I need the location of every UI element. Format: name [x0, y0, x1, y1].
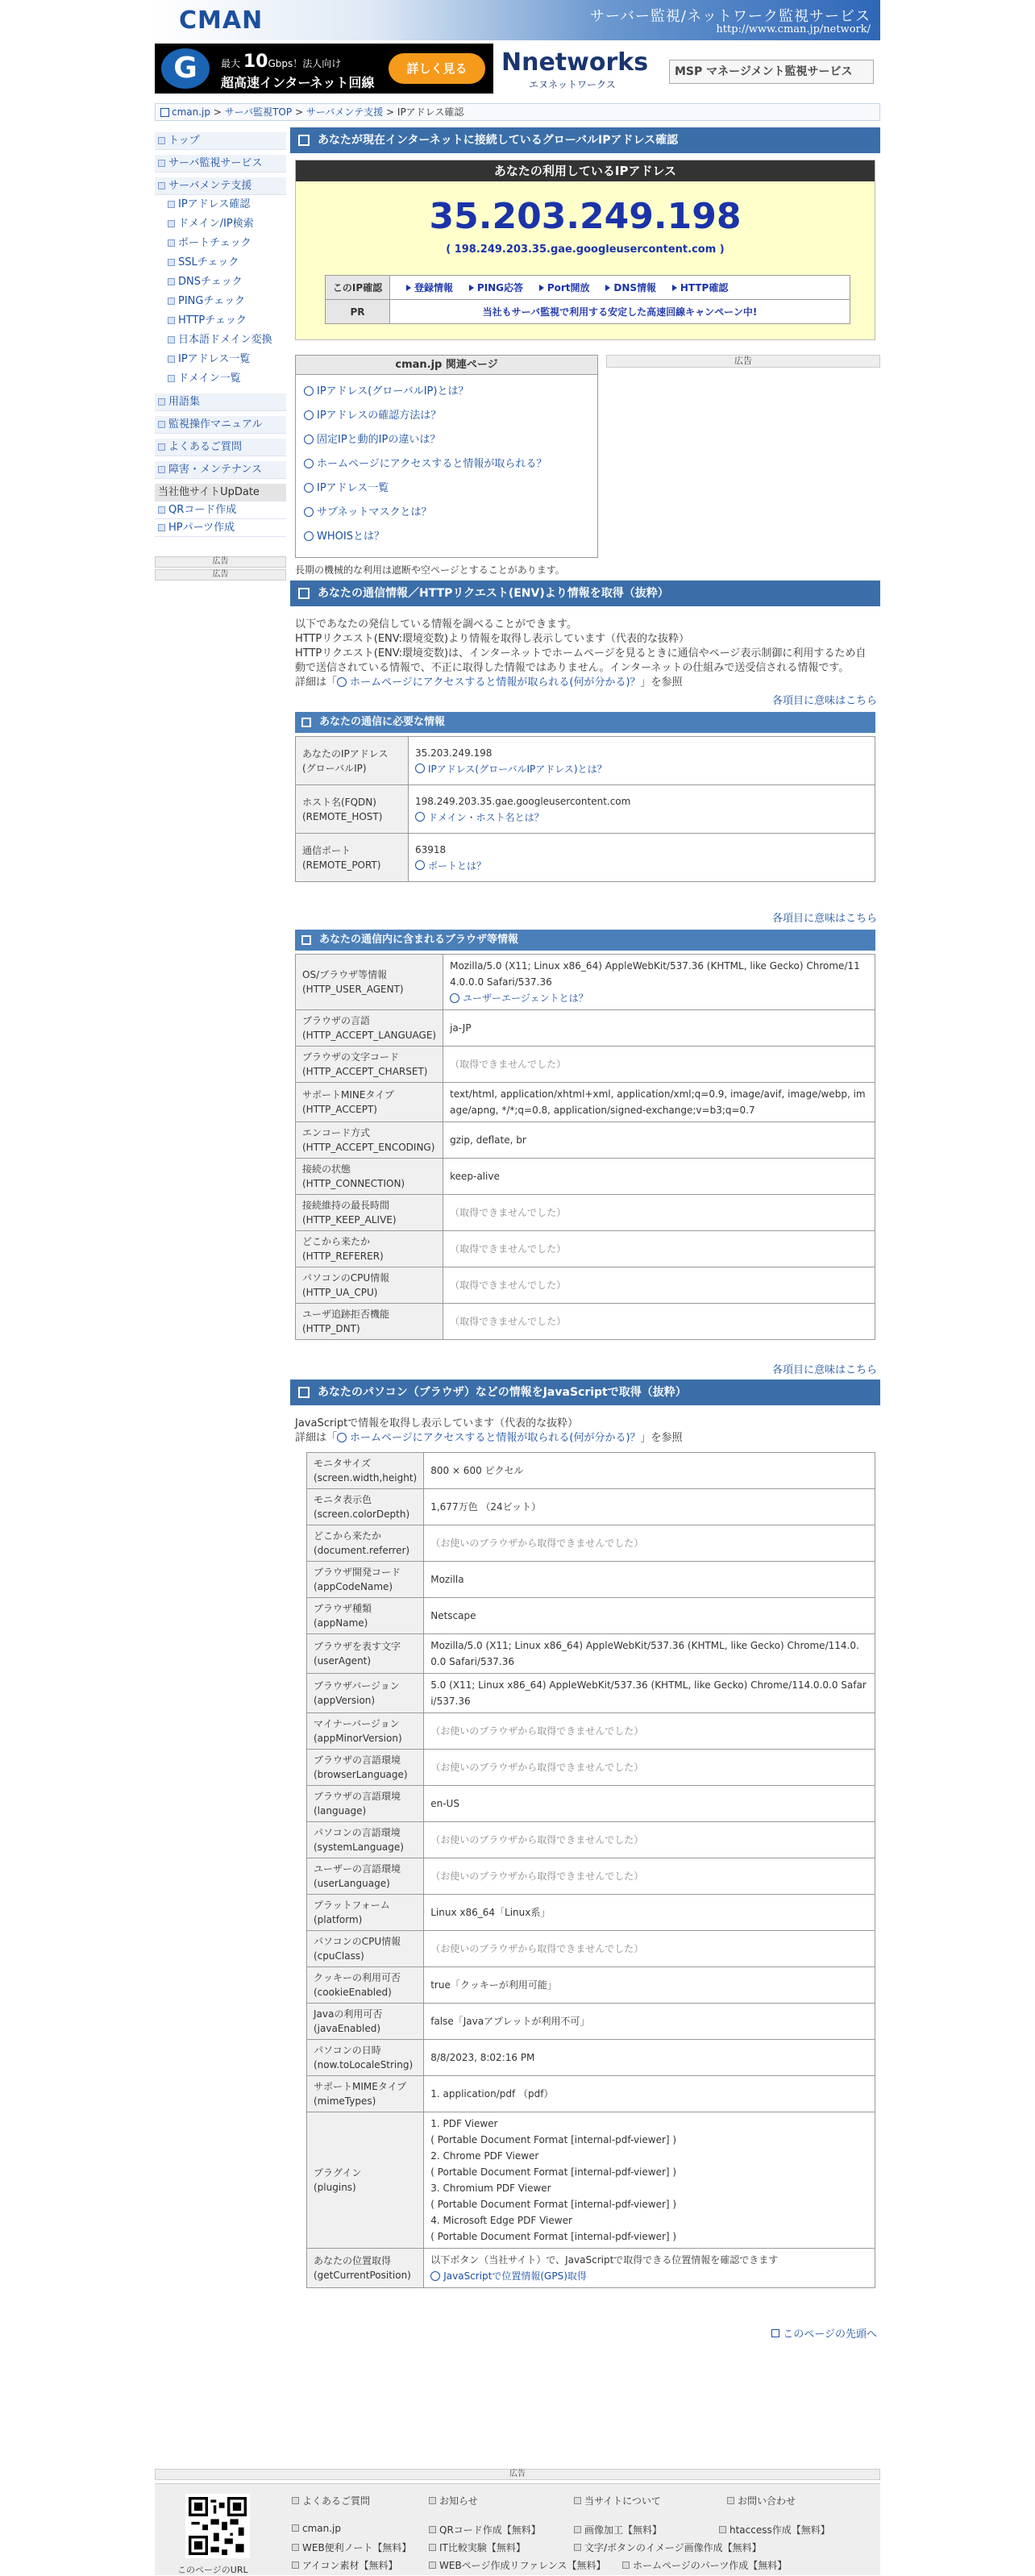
row-label: ブラウザ種類 (appName) [307, 1598, 424, 1634]
row-label: ブラウザの文字コード (HTTP_ACCEPT_CHARSET) [296, 1047, 443, 1083]
table-row [307, 1858, 875, 1895]
row-value-cell [443, 1267, 875, 1304]
footer-link[interactable]: QRコード作成【無料】 [429, 2523, 541, 2536]
row-value: （取得できませんでした） [450, 1280, 567, 1291]
square-icon [158, 443, 165, 451]
row-value: Mozilla/5.0 (X11; Linux x86_64) AppleWebKit/537.36 (KHTML, like Gecko) Chrome/114.0.0.0 Safari/537.36 [430, 1640, 859, 1667]
row-value: （お使いのブラウザから取得できませんでした） [430, 1943, 644, 1954]
link-port[interactable]: Port開放 [539, 282, 590, 293]
ip-address: 35.203.249.198 [429, 196, 742, 237]
footer-link[interactable]: htaccess作成【無料】 [719, 2523, 830, 2536]
sidebar-sub-domainlist[interactable]: ドメイン一覧 [155, 369, 286, 389]
row-value-cell [409, 737, 875, 785]
row-value: （お使いのブラウザから取得できませんでした） [430, 1762, 644, 1773]
row-value: （お使いのブラウザから取得できませんでした） [430, 1871, 644, 1882]
footer-link[interactable]: 文字/ボタンのイメージ画像作成【無料】 [574, 2541, 762, 2554]
table-row [307, 1713, 875, 1750]
header-url: http://www.cman.jp/network/ [716, 23, 871, 35]
section-icon [301, 935, 311, 945]
row-label: ブラウザを表す文字 (userAgent) [307, 1634, 424, 1674]
row-value: （お使いのブラウザから取得できませんでした） [430, 1538, 644, 1549]
link-circle-icon [450, 993, 459, 1003]
row-value-cell [409, 834, 875, 882]
square-icon [158, 421, 165, 428]
site-header [155, 0, 880, 40]
sidebar-ad-2: 広告 [155, 569, 286, 581]
square-icon [719, 2526, 726, 2533]
row-value: true「クッキーが利用可能」 [430, 1979, 557, 1991]
nnetworks-sub: エヌネットワークス [529, 79, 616, 90]
table-row [307, 2040, 875, 2076]
square-icon [158, 466, 165, 473]
table-row [296, 1304, 875, 1340]
row-value-cell [424, 1895, 875, 1931]
row-value: ja-JP [450, 1022, 472, 1034]
sidebar-item-qr[interactable]: QRコード作成 [155, 501, 286, 519]
usage-note: 長期の機械的な利用は遮断や空ページとすることがあります。 [295, 564, 565, 576]
related-link[interactable]: 固定IPと動的IPの違いは？ [296, 428, 597, 452]
row-value-cell [424, 1634, 875, 1674]
table-row [307, 1931, 875, 1967]
row-value-cell [424, 1562, 875, 1598]
table-row [307, 2004, 875, 2040]
table-row [307, 1822, 875, 1858]
square-icon [168, 375, 175, 382]
row-help-link[interactable]: ユーザーエージェントとは？ [450, 990, 868, 1006]
row-value: 1. application/pdf （pdf） [430, 2088, 554, 2100]
table-row [296, 785, 875, 834]
section-env-heading: あなたの通信情報／HTTPリクエスト(ENV)より情報を取得（抜粋） [290, 581, 880, 606]
square-icon [292, 2524, 299, 2532]
sidebar [155, 127, 286, 581]
ip-box [295, 160, 875, 340]
row-label: マイナーバージョン (appMinorVersion) [307, 1713, 424, 1750]
sidebar-sub-ping[interactable]: PINGチェック [155, 292, 286, 311]
row-label: ブラウザの言語環境 (browserLanguage) [307, 1750, 424, 1786]
row-value: 63918 [415, 843, 447, 855]
sidebar-sub-ip[interactable]: IPアドレス確認 [155, 195, 286, 214]
nnetworks-banner[interactable] [501, 44, 663, 94]
table-row [296, 955, 875, 1010]
row-value-cell [443, 1231, 875, 1267]
square-icon [168, 259, 175, 266]
table-row [296, 1010, 875, 1047]
square-icon [158, 506, 165, 514]
row-value-cell [424, 1525, 875, 1562]
square-icon [168, 356, 175, 363]
link-circle-icon [415, 764, 425, 773]
page [155, 0, 880, 2575]
square-icon [158, 398, 165, 406]
table-row [296, 1159, 875, 1195]
row-label: パソコンのCPU情報 (cpuClass) [307, 1931, 424, 1967]
js-intro: JavaScriptで情報を取得し表示しています（代表的な抜粋） 詳細は「 ホームページにアクセスすると情報が取られる(何が分かる)？」を参照 [295, 1417, 683, 1444]
row-value-cell [424, 1598, 875, 1634]
row-label: どこから来たか (HTTP_REFERER) [296, 1231, 443, 1267]
sidebar-sub-ssl[interactable]: SSLチェック [155, 253, 286, 273]
row-value-cell [424, 1786, 875, 1822]
table-row [296, 834, 875, 882]
access-info-link[interactable]: ホームページにアクセスすると情報が取られる(何が分かる)？ [350, 1432, 641, 1444]
link-circle-icon [415, 812, 425, 822]
table-row [296, 1267, 875, 1304]
home-icon [160, 108, 169, 117]
square-icon [429, 2497, 436, 2504]
banner-logo-icon: G [161, 48, 210, 89]
broadband-banner[interactable] [155, 44, 493, 94]
row-label: ブラウザの言語 (HTTP_ACCEPT_LANGUAGE) [296, 1010, 443, 1047]
row-value: （取得できませんでした） [450, 1207, 567, 1218]
square-icon [292, 2544, 299, 2551]
row-value-cell [424, 1453, 875, 1489]
table-row [307, 1562, 875, 1598]
row-value: Linux x86_64「Linux系」 [430, 1907, 551, 1918]
footer-link[interactable]: WEB便利ノート【無料】 [292, 2541, 411, 2554]
footer-link[interactable]: 画像加工【無料】 [574, 2523, 662, 2536]
banner-line2: 超高速インターネット回線 [221, 75, 375, 90]
header-title: サーバー監視/ネットワーク監視サービス [589, 8, 871, 25]
row-label: クッキーの利用可否 (cookieEnabled) [307, 1967, 424, 2004]
ad-label: 広告 [606, 355, 880, 368]
row-label: どこから来たか (document.referrer) [307, 1525, 424, 1562]
section-ip-heading: あなたが現在インターネットに接続しているグローバルIPアドレス確認 [290, 127, 880, 153]
row-value: （取得できませんでした） [450, 1316, 567, 1327]
row-value-cell [424, 1967, 875, 2004]
link-http[interactable]: HTTP確認 [672, 282, 729, 293]
square-icon [574, 2526, 581, 2533]
link-circle-icon [304, 459, 314, 468]
related-link[interactable]: IPアドレスの確認方法は？ [296, 404, 597, 428]
table-row [296, 1195, 875, 1231]
pr-link[interactable]: 当社もサーバ監視で利用する安定した高速回線キャンペーン中! [390, 300, 850, 324]
related-pages [295, 355, 598, 558]
table-row [296, 1047, 875, 1083]
ip-hostname: ( 198.249.203.35.gae.googleusercontent.com ) [446, 243, 725, 256]
sidebar-sub-iplist[interactable]: IPアドレス一覧 [155, 350, 286, 369]
row-value: Mozilla/5.0 (X11; Linux x86_64) AppleWebKit/537.36 (KHTML, like Gecko) Chrome/114.0.0.0 Safari/537.36 [450, 960, 860, 988]
row-label: サポートMIMEタイプ (mimeTypes) [307, 2076, 424, 2112]
row-value: Netscape [430, 1610, 476, 1621]
row-value: （お使いのブラウザから取得できませんでした） [430, 1725, 644, 1737]
meaning-link[interactable]: 各項目に意味はこちら [771, 695, 877, 707]
link-circle-icon [430, 2271, 440, 2281]
square-icon [158, 160, 165, 167]
row-label: モニタサイズ (screen.width,height) [307, 1453, 424, 1489]
row-value: 198.249.203.35.gae.googleusercontent.com [415, 795, 631, 807]
row-label: あなたのIPアドレス (グローバルIP) [296, 737, 409, 785]
row-value-cell [424, 1931, 875, 1967]
row-value-cell [443, 1010, 875, 1047]
section-icon [298, 1387, 310, 1398]
link-circle-icon [415, 860, 425, 870]
banner-line1: 最大 10Gbps！法人向け [221, 52, 342, 72]
row-help-link[interactable]: IPアドレス(グローバルIPアドレス)とは？ [415, 761, 868, 777]
table-row [307, 1750, 875, 1786]
footer-ad: 広告 [155, 2469, 880, 2480]
row-value: keep-alive [450, 1171, 500, 1182]
row-label: 通信ポート (REMOTE_PORT) [296, 834, 409, 882]
section-js-heading: あなたのパソコン（ブラウザ）などの情報をJavaScriptで取得（抜粋） [290, 1380, 880, 1405]
square-icon [168, 298, 175, 305]
row-help-link[interactable]: ポートとは？ [415, 858, 868, 874]
row-value-cell [443, 955, 875, 1010]
row-label: パソコンの言語環境 (systemLanguage) [307, 1822, 424, 1858]
row-label: パソコンのCPU情報 (HTTP_UA_CPU) [296, 1267, 443, 1304]
row-value-cell [424, 2112, 875, 2249]
table-row [307, 1967, 875, 2004]
row-label: OS/ブラウザ等情報 (HTTP_USER_AGENT) [296, 955, 443, 1010]
sidebar-other-heading: 当社他サイトUpDate [155, 484, 286, 501]
access-info-link[interactable]: ホームページにアクセスすると情報が取られる(何が分かる)？ [350, 676, 641, 689]
related-link[interactable]: IPアドレス一覧 [296, 476, 597, 501]
table-row [307, 2249, 875, 2288]
row-value: （取得できませんでした） [450, 1243, 567, 1255]
row-value-cell [424, 2249, 875, 2288]
page-top-link[interactable]: このページの先頭へ [290, 2325, 880, 2341]
row-label: 接続維持の最長時間 (HTTP_KEEP_ALIVE) [296, 1195, 443, 1231]
table-row [307, 2112, 875, 2249]
sidebar-ad-1: 広告 [155, 556, 286, 568]
square-icon [158, 137, 165, 144]
sidebar-sub-http[interactable]: HTTPチェック [155, 311, 286, 331]
browser-table [295, 954, 875, 1340]
row-label: 接続の状態 (HTTP_CONNECTION) [296, 1159, 443, 1195]
table-row [307, 1489, 875, 1525]
footer-link[interactable]: アイコン素材【無料】 [292, 2558, 397, 2572]
row-value-cell [443, 1195, 875, 1231]
footer-link[interactable]: お問い合わせ [727, 2494, 796, 2507]
row-value-cell [443, 1122, 875, 1159]
related-heading: cman.jp 関連ページ [296, 356, 597, 375]
row-value: 8/8/2023, 8:02:16 PM [430, 2052, 535, 2063]
table-row [307, 1634, 875, 1674]
square-icon [574, 2497, 581, 2504]
square-icon [158, 524, 165, 531]
table-row [307, 1786, 875, 1822]
row-label: モニタ表示色 (screen.colorDepth) [307, 1489, 424, 1525]
row-label: サポートMINEタイプ (HTTP_ACCEPT) [296, 1083, 443, 1122]
row-value: gzip, deflate, br [450, 1134, 526, 1146]
arrow-icon [605, 285, 610, 291]
sidebar-item-top[interactable]: トップ [155, 132, 286, 150]
link-circle-icon [337, 677, 347, 687]
link-whois[interactable]: 登録情報 [406, 282, 453, 293]
row-label: プラグイン (plugins) [307, 2112, 424, 2249]
conn-table [295, 736, 875, 882]
section-icon [298, 588, 310, 599]
link-circle-icon [304, 386, 314, 396]
link-ping[interactable]: PING応答 [469, 282, 523, 293]
table-row [307, 1453, 875, 1489]
sidebar-item-monitor[interactable]: サーバ監視サービス [155, 155, 286, 173]
row-value-cell [424, 1858, 875, 1895]
qr-code-icon [185, 2494, 250, 2558]
row-value: 以下ボタン（当社サイト）で、JavaScriptで取得できる位置情報を確認できます [430, 2254, 779, 2266]
footer-link[interactable]: ホームページのパーツ作成【無料】 [622, 2558, 787, 2572]
row-value: 35.203.249.198 [415, 747, 493, 759]
link-dns[interactable]: DNS情報 [605, 282, 656, 293]
row-label: ホスト名(FQDN) (REMOTE_HOST) [296, 785, 409, 834]
row-value: text/html, application/xhtml+xml, application/xml;q=0.9, image/avif, image/webp, image/apng, */*;q=0.8, application/signed-exchange;v=b3;q=0.7 [450, 1088, 866, 1116]
row-label: ブラウザの言語環境 (language) [307, 1786, 424, 1822]
row-value: en-US [430, 1798, 459, 1809]
footer-link[interactable]: よくあるご質問 [292, 2494, 370, 2507]
sidebar-item-glossary[interactable]: 用語集 [155, 393, 286, 411]
square-icon [158, 182, 165, 189]
sidebar-sub-port[interactable]: ポートチェック [155, 234, 286, 253]
square-icon [429, 2526, 436, 2533]
sidebar-item-hp[interactable]: HPパーツ作成 [155, 519, 286, 537]
sidebar-item-faq[interactable]: よくあるご質問 [155, 439, 286, 456]
breadcrumb-monitor[interactable]: サーバ監視TOP [224, 106, 293, 118]
pr-label: PR [326, 300, 390, 324]
browser-heading: あなたの通信内に含まれるブラウザ等情報 [295, 930, 875, 951]
footer-link[interactable]: WEBページ作成リファレンス【無料】 [429, 2558, 606, 2572]
row-value-cell [424, 1674, 875, 1713]
row-label: ユーザ追跡拒否機能 (HTTP_DNT) [296, 1304, 443, 1340]
related-link[interactable]: サブネットマスクとは？ [296, 501, 597, 525]
row-value-cell [443, 1304, 875, 1340]
table-row [307, 2076, 875, 2112]
square-icon [168, 201, 175, 208]
table-row [307, 1895, 875, 1931]
row-value-cell [443, 1159, 875, 1195]
js-table [306, 1452, 875, 2288]
footer-link[interactable]: 当サイトについて [574, 2494, 661, 2507]
row-label: エンコード方式 (HTTP_ACCEPT_ENCODING) [296, 1122, 443, 1159]
related-link[interactable]: IPアドレス(グローバルIP)とは？ [296, 380, 597, 404]
meaning-link[interactable]: 各項目に意味はこちら [771, 913, 877, 925]
row-value-cell [443, 1047, 875, 1083]
sidebar-sub-domain[interactable]: ドメイン/IP検索 [155, 214, 286, 234]
ip-actions-table [325, 275, 850, 324]
row-label: パソコンの日時 (now.toLocaleString) [307, 2040, 424, 2076]
square-icon [168, 336, 175, 343]
link-circle-icon [304, 410, 314, 420]
sidebar-sub-jpdomain[interactable]: 日本語ドメイン変換 [155, 331, 286, 350]
footer-link[interactable]: IT比較実験【無料】 [429, 2541, 526, 2554]
table-row [307, 1674, 875, 1713]
row-value: （お使いのブラウザから取得できませんでした） [430, 1834, 644, 1846]
row-label: ブラウザ開発コード (appCodeName) [307, 1562, 424, 1598]
row-label: ブラウザバージョン (appVersion) [307, 1674, 424, 1713]
row-label: プラットフォーム (platform) [307, 1895, 424, 1931]
row-value: （取得できませんでした） [450, 1059, 567, 1070]
table-row [296, 1083, 875, 1122]
row-help-link[interactable]: JavaScriptで位置情報(GPS)取得 [430, 2268, 868, 2284]
row-value-cell [424, 2004, 875, 2040]
meaning-link[interactable]: 各項目に意味はこちら [771, 1364, 877, 1376]
square-icon [429, 2561, 436, 2569]
sidebar-item-trouble[interactable]: 障害・メンテナンス [155, 461, 286, 479]
link-circle-icon [337, 1433, 347, 1442]
row-label: ユーザーの言語環境 (userLanguage) [307, 1858, 424, 1895]
link-circle-icon [304, 531, 314, 541]
square-icon [574, 2544, 581, 2551]
arrow-icon [406, 285, 411, 291]
env-intro: 以下であなたの発信している情報を調べることができます。 HTTPリクエスト(ENV:環境変数)より情報を取得し表示しています（代表的な抜粋） HTTPリクエスト(ENV:環境変数)は、インターネットでホームページを見るときに通信やページ表示制御に利用するため自動で送信されている情報で、不正に取得した情報ではありません。インターネットの仕組みで送受信される情報です。 詳細は「 ホームページにアクセスすると情報が取られる(何が分かる)？」を参照 [295, 618, 867, 689]
row-label: Javaの利用可否 (javaEnabled) [307, 2004, 424, 2040]
related-link[interactable]: WHOISとは？ [296, 525, 597, 549]
square-icon [292, 2497, 299, 2504]
breadcrumb-maint[interactable]: サーバメンテ支援 [306, 106, 384, 118]
row-value-cell [424, 1822, 875, 1858]
qr-label: このページのURL [177, 2565, 248, 2575]
square-icon [727, 2497, 734, 2504]
msp-banner[interactable]: MSP マネージメント監視サービス [669, 60, 874, 84]
link-circle-icon [304, 507, 314, 517]
footer-link[interactable]: お知らせ [429, 2494, 478, 2507]
square-icon [168, 220, 175, 227]
square-icon [168, 239, 175, 247]
ip-box-heading: あなたの利用しているIPアドレス [296, 160, 875, 181]
ip-check-label: このIP確認 [326, 276, 390, 300]
sidebar-sub-dns[interactable]: DNSチェック [155, 273, 286, 292]
row-value-cell [424, 2040, 875, 2076]
row-value-cell [424, 1489, 875, 1525]
arrow-icon [469, 285, 474, 291]
main-content [290, 127, 880, 2341]
section-icon [298, 135, 310, 146]
related-link[interactable]: ホームページにアクセスすると情報が取られる？ [296, 452, 597, 476]
square-icon [168, 317, 175, 324]
banner-detail-button[interactable]: 詳しく見る [389, 53, 485, 84]
row-value-cell [409, 785, 875, 834]
footer [155, 2483, 880, 2575]
row-value: false「Javaアプレットが利用不可」 [430, 2016, 590, 2027]
conn-heading: あなたの通信に必要な情報 [295, 712, 875, 733]
breadcrumb: cman.jp > サーバ監視TOP > サーバメンテ支援 > IPアドレス確認 [155, 103, 880, 121]
footer-link[interactable]: cman.jp [292, 2523, 341, 2534]
row-value-cell [443, 1083, 875, 1122]
row-help-link[interactable]: ドメイン・ホスト名とは？ [415, 809, 868, 826]
nnetworks-logo: Nnetworks [501, 48, 649, 77]
row-value: 1,677万色 （24ビット） [430, 1501, 542, 1513]
row-value-cell [424, 1750, 875, 1786]
table-row [296, 737, 875, 785]
row-value-cell [424, 2076, 875, 2112]
square-icon [168, 278, 175, 285]
up-icon [771, 2329, 779, 2337]
square-icon [429, 2544, 436, 2551]
sidebar-item-manual[interactable]: 監視操作マニュアル [155, 416, 286, 434]
table-row [296, 1231, 875, 1267]
row-value-cell [424, 1713, 875, 1750]
square-icon [292, 2561, 299, 2569]
arrow-icon [539, 285, 544, 291]
cman-logo[interactable]: CMAN [179, 6, 264, 35]
table-row [296, 1122, 875, 1159]
link-circle-icon [304, 483, 314, 493]
row-value: Mozilla [430, 1574, 464, 1585]
link-circle-icon [304, 435, 314, 444]
square-icon [622, 2561, 630, 2569]
row-value: 5.0 (X11; Linux x86_64) AppleWebKit/537.36 (KHTML, like Gecko) Chrome/114.0.0.0 Safari/537.36 [430, 1679, 867, 1707]
table-row [307, 1525, 875, 1562]
row-value: 1. PDF Viewer ( Portable Document Format [internal-pdf-viewer] ) 2. Chrome PDF Viewer ( Portable Document Format [internal-pdf-viewer] ) 3. Chromium PDF Viewer ( Portable Document Format [internal-pdf-viewer] ) 4. Microsoft Edge PDF Viewer ( Portable Document Format [internal-pdf-viewer] ) [430, 2118, 677, 2242]
section-icon [301, 718, 311, 727]
breadcrumb-current: IPアドレス確認 [397, 106, 464, 118]
row-value: 800 × 600 ピクセル [430, 1465, 524, 1476]
breadcrumb-cman[interactable]: cman.jp [172, 106, 211, 118]
row-label: あなたの位置取得 (getCurrentPosition) [307, 2249, 424, 2288]
arrow-icon [672, 285, 677, 291]
table-row [307, 1598, 875, 1634]
sidebar-item-maint[interactable]: サーバメンテ支援 [155, 177, 286, 195]
